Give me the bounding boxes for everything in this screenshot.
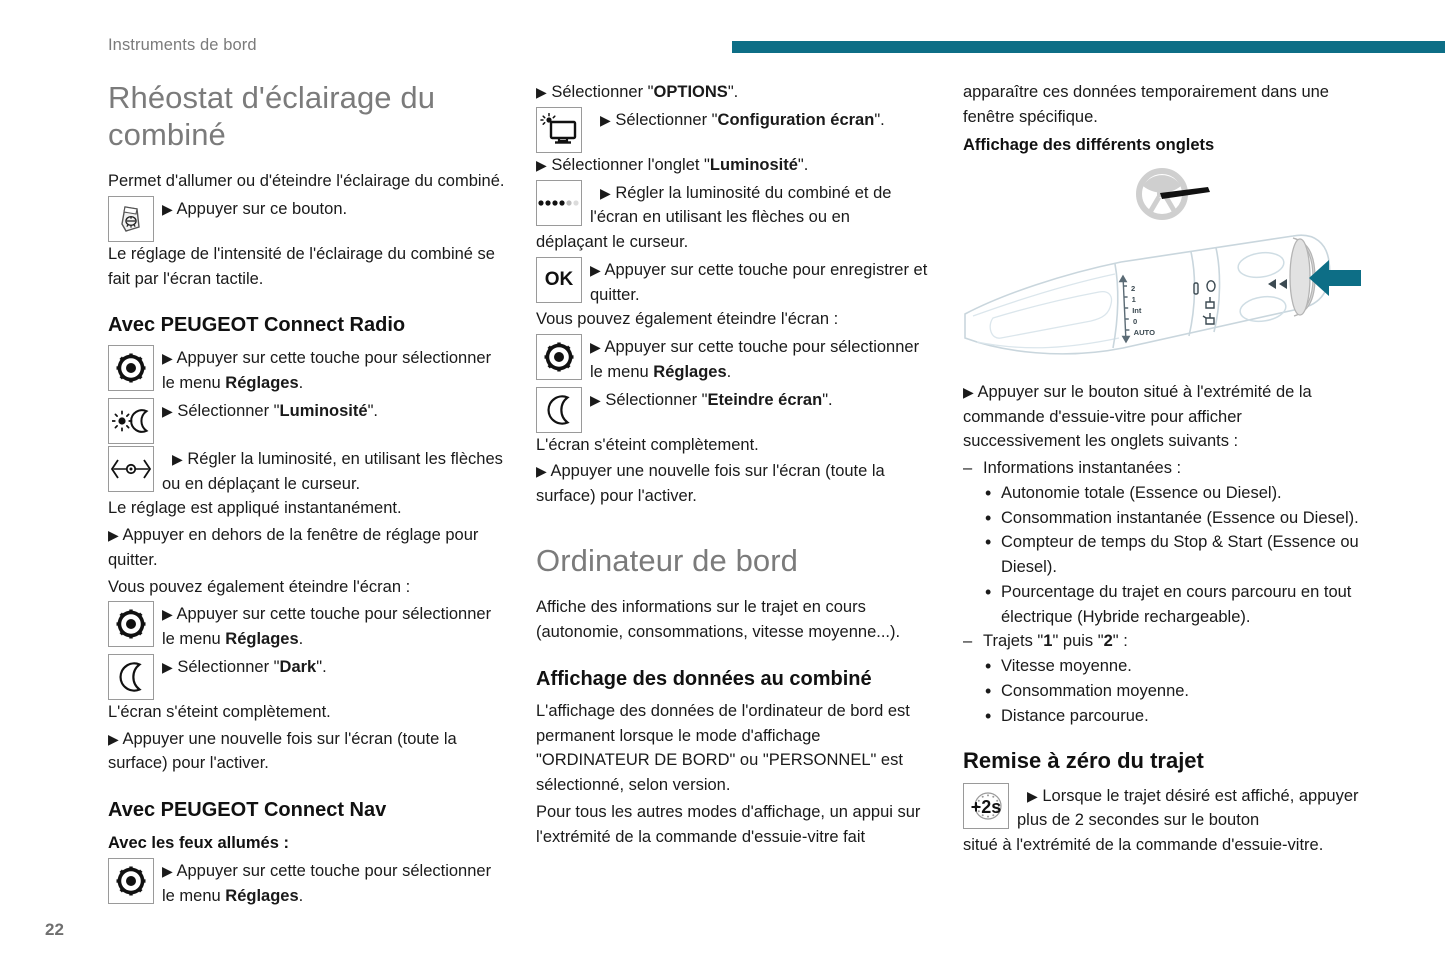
svg-text:+2s: +2s (970, 796, 1002, 817)
moon-icon (536, 387, 582, 433)
bullet-arrow-icon (536, 84, 547, 100)
list-item: – Informations instantanées : (963, 456, 1363, 481)
gear-icon (536, 334, 582, 380)
svg-text:2: 2 (1131, 283, 1136, 293)
ok-save-row (536, 257, 936, 308)
list-item: • Vitesse moyenne. (983, 654, 1363, 679)
bullet-arrow-icon (108, 527, 119, 543)
header-rule (732, 41, 1445, 53)
screen-config-row (536, 107, 936, 153)
bullet-dot: • (985, 581, 992, 602)
left-column (108, 80, 508, 909)
onglets-group-2 (963, 629, 1363, 654)
dash-marker: – (963, 632, 973, 651)
bullet-arrow-icon (963, 384, 974, 400)
bullet-dot: • (985, 482, 992, 503)
right-continuation-paragraph: apparaître ces données temporairement dans une fenêtre spécifique. (963, 83, 1329, 126)
display-body-1: L'affichage des données de l'ordinateur de bord est permanent lorsque le mode d'affichage "ORDINATEUR DE BORD" ou "PERSONNEL" est sélectionné, selon version. (536, 701, 910, 795)
exit-paragraph: ▶ Appuyer en dehors de la fenêtre de réglage pour quitter. (108, 523, 508, 573)
sun-moon-icon (108, 398, 154, 444)
onglets-group-1-items (983, 481, 1363, 630)
radio-slider-text: ▶ Régler la luminosité, en utilisant les flèches ou en déplaçant le curseur. (162, 446, 508, 497)
intro-paragraph: Permet d'allumer ou d'éteindre l'éclairage du combiné. (108, 172, 505, 191)
list-item: • Pourcentage du trajet en cours parcouru en tout électrique (Hybride rechargeable). (983, 580, 1363, 630)
heading-lights-on: Avec les feux allumés : (108, 834, 289, 853)
list-item: • Distance parcourue. (983, 704, 1363, 729)
list-item: • Consommation instantanée (Essence ou Diesel). (983, 506, 1363, 531)
dash-marker: – (963, 459, 973, 478)
bullet-arrow-icon (162, 659, 173, 675)
radio-dark-row (108, 654, 508, 700)
applied-instantly-paragraph: Le réglage est appliqué instantanément. (108, 499, 402, 518)
svg-text:0: 0 (1133, 316, 1138, 326)
heading-connect-nav: Avec PEUGEOT Connect Nav (108, 799, 387, 822)
list-item: • Autonomie totale (Essence ou Diesel). (983, 481, 1363, 506)
heading-affichage-onglets: Affichage des différents onglets (963, 135, 1215, 154)
bullet-arrow-icon (172, 451, 183, 467)
bullet-arrow-icon (162, 350, 173, 366)
nav-settings-text: ▶ Appuyer sur cette touche pour sélectionner le menu Réglages. (162, 858, 508, 909)
wiper-stalk-illustration (963, 166, 1363, 366)
bullet-arrow-icon (590, 392, 601, 408)
brightness-slider-row (536, 180, 936, 231)
heading-ordinateur-de-bord: Ordinateur de bord (536, 542, 799, 578)
list-item: • Compteur de temps du Stop & Start (Essence ou Diesel). (983, 530, 1363, 580)
radio-brightness-text: ▶ Sélectionner "Luminosité". (162, 398, 508, 424)
ok-label: OK (544, 268, 574, 290)
bullet-dot: • (985, 532, 992, 553)
bullet-dot: • (985, 705, 992, 726)
running-head: Instruments de bord (108, 36, 257, 54)
middle-off-settings-text: ▶ Appuyer sur cette touche pour sélectionner le menu Réglages. (590, 334, 936, 385)
page-header (0, 0, 1445, 72)
bullet-arrow-icon (590, 262, 601, 278)
list-item: – Trajets "1" puis "2" : (963, 629, 1363, 654)
ok-save-text: ▶ Appuyer sur cette touche pour enregistrer et quitter. (590, 257, 936, 308)
bullet-arrow-icon (108, 731, 119, 747)
middle-screen-off-paragraph: L'écran s'éteint complètement. (536, 435, 759, 454)
nav-settings-row (108, 858, 508, 909)
radio-slider-row (108, 446, 508, 497)
bullet-arrow-icon (162, 606, 173, 622)
computer-intro-paragraph: Affiche des informations sur le trajet en cours (autonomie, consommations, vitesse moyenne...). (536, 598, 901, 642)
middle-also-turn-off-paragraph: Vous pouvez également éteindre l'écran : (536, 310, 839, 329)
heading-remise-a-zero: Remise à zéro du trajet (963, 748, 1204, 774)
ok-button-icon (536, 257, 582, 303)
moon-icon (108, 654, 154, 700)
brightness-slider-text: ▶ Régler la luminosité du combiné et de l'écran en utilisant les flèches ou en (590, 180, 936, 231)
radio-off-settings-text: ▶ Appuyer sur cette touche pour sélectionner le menu Réglages. (162, 601, 508, 652)
rheostat-button-icon (108, 196, 154, 242)
bullet-arrow-icon (162, 201, 173, 217)
bullet-arrow-icon (162, 863, 173, 879)
screen-config-text: ▶ Sélectionner "Configuration écran". (590, 107, 936, 133)
screen-off-paragraph: L'écran s'éteint complètement. (108, 702, 331, 721)
bullet-arrow-icon (590, 339, 601, 355)
svg-text:Int: Int (1132, 305, 1142, 315)
gear-icon (108, 858, 154, 904)
options-paragraph: ▶ Sélectionner "OPTIONS". (536, 80, 936, 105)
radio-brightness-row (108, 398, 508, 444)
press-button-paragraph: ▶ Appuyer sur le bouton situé à l'extrémité de la commande d'essuie-vitre pour afficher successivement les onglets suivants : (963, 380, 1363, 454)
onglets-group-2-items (983, 654, 1363, 728)
heading-connect-radio: Avec PEUGEOT Connect Radio (108, 314, 406, 337)
luminosite-tab-paragraph: ▶ Sélectionner l'onglet "Luminosité". (536, 153, 936, 178)
middle-reactivate-paragraph: ▶ Appuyer une nouvelle fois sur l'écran (toute la surface) pour l'activer. (536, 459, 936, 509)
reset-trip-text: ▶ Lorsque le trajet désiré est affiché, appuyer plus de 2 secondes sur le bouton (1017, 783, 1363, 834)
page-title: Rhéostat d'éclairage du combiné (108, 80, 436, 152)
gear-icon (108, 345, 154, 391)
also-turn-off-paragraph: Vous pouvez également éteindre l'écran : (108, 577, 411, 596)
radio-settings-text: ▶ Appuyer sur cette touche pour sélectionner le menu Réglages. (162, 345, 508, 396)
middle-column (536, 80, 936, 851)
radio-settings-row (108, 345, 508, 396)
steering-wheel-icon (1139, 171, 1210, 217)
reset-continuation-paragraph: situé à l'extrémité de la commande d'essuie-vitre. (963, 836, 1324, 855)
display-body-2: Pour tous les autres modes d'affichage, un appui sur l'extrémité de la commande d'essuie-vitre fait (536, 802, 921, 846)
bullet-arrow-icon (536, 463, 547, 479)
bullet-dot: • (985, 656, 992, 677)
bullet-arrow-icon (600, 185, 611, 201)
bullet-arrow-icon (536, 157, 547, 173)
right-column (963, 80, 1363, 860)
screen-brightness-icon (536, 107, 582, 153)
dots-slider-icon (536, 180, 582, 226)
reset-trip-row (963, 783, 1363, 834)
list-item: • Consommation moyenne. (983, 679, 1363, 704)
page-number: 22 (45, 920, 64, 939)
bullet-arrow-icon (162, 403, 173, 419)
svg-text:AUTO: AUTO (1133, 327, 1155, 337)
rheostat-instruction-row (108, 196, 508, 242)
plus-2s-icon (963, 783, 1009, 829)
eteindre-ecran-text: ▶ Sélectionner "Eteindre écran". (590, 387, 936, 413)
bullet-arrow-icon (1027, 788, 1038, 804)
heading-affichage-donnees: Affichage des données au combiné (536, 667, 872, 690)
after-rheostat-paragraph: Le réglage de l'intensité de l'éclairage du combiné se fait par l'écran tactile. (108, 244, 495, 288)
radio-off-settings-row (108, 601, 508, 652)
slider-continuation-paragraph: déplaçant le curseur. (536, 233, 689, 251)
reactivate-paragraph: ▶ Appuyer une nouvelle fois sur l'écran (toute la surface) pour l'activer. (108, 727, 508, 777)
slider-arrows-icon (108, 446, 154, 492)
bullet-dot: • (985, 680, 992, 701)
bullet-arrow-icon (600, 112, 611, 128)
rheostat-instruction-text: ▶ Appuyer sur ce bouton. (162, 196, 508, 222)
bullet-dot: • (985, 507, 992, 528)
gear-icon (108, 601, 154, 647)
middle-off-settings-row (536, 334, 936, 385)
eteindre-ecran-row (536, 387, 936, 433)
onglets-group-1 (963, 456, 1363, 481)
radio-dark-text: ▶ Sélectionner "Dark". (162, 654, 508, 680)
svg-text:1: 1 (1131, 294, 1136, 304)
